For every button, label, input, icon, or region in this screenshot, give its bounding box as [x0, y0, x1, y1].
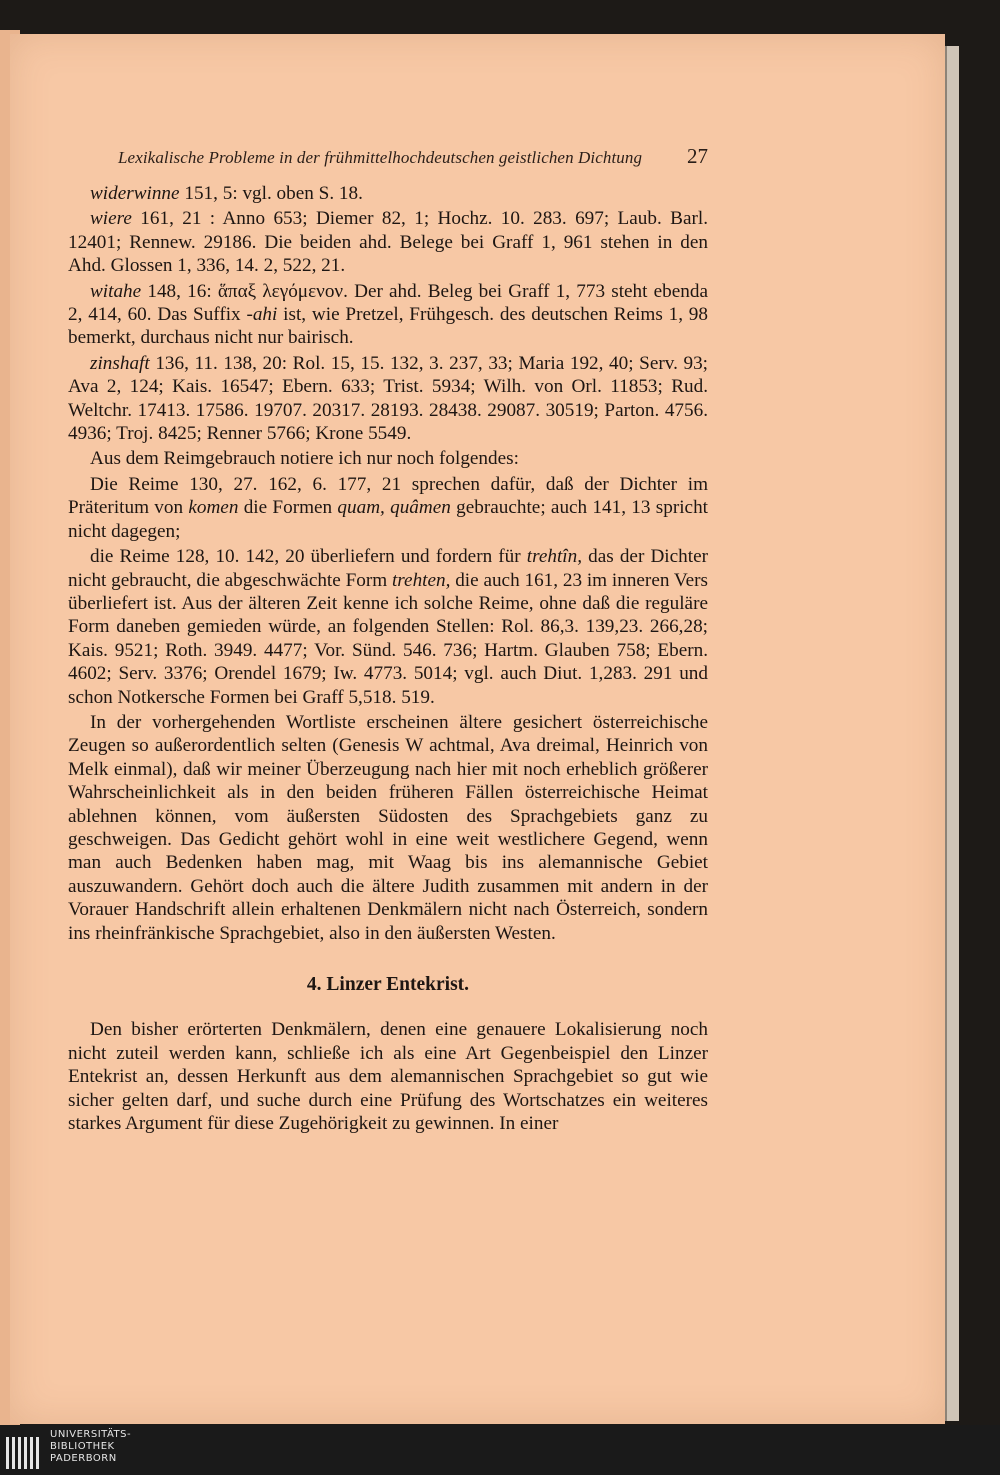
library-name-line: BIBLIOTHEK	[50, 1441, 115, 1452]
entry-headword: witahe	[90, 280, 142, 302]
library-name-line: PADERBORN	[50, 1453, 117, 1464]
running-head: Lexikalische Probleme in der frühmittelhochdeutschen geistlichen Dichtung	[118, 148, 643, 167]
paragraph-text: die Formen	[238, 497, 338, 519]
paragraph-text: die auch 161, 23 im inneren Vers überliefert ist. Aus der älteren Zeit kenne ich solche Reime, ohne daß die reguläre Form daneben gemieden würde, an folgenden Stellen: Rol. 86,3. 139,23. 266,28; Kais. 9521; Roth. 3949. 4477; Vor. Sünd. 546. 736; Hartm. Glauben 758; Ebern. 4602; Serv. 3376; Orendel 1679; Iw. 4773. 5014; vgl. auch Diut. 1,283. 291 und schon Notkersche Formen bei Graff 5,518. 519.	[68, 569, 708, 708]
paragraph-emphasis: trehtîn,	[526, 546, 583, 568]
entry-text: 151, 5: vgl. oben S. 18.	[179, 183, 363, 204]
page-header	[68, 144, 708, 174]
paragraph	[68, 473, 708, 543]
paragraph-text: Die Reime 130, 27. 162, 6. 177, 21 sprechen dafür, daß der Dichter im Präteritum von	[68, 473, 708, 519]
entry-witahe	[68, 280, 708, 350]
body-text	[68, 182, 708, 1135]
page-stack-edge	[945, 46, 959, 1421]
library-name	[50, 1429, 131, 1465]
paragraph: In der vorhergehenden Wortliste erscheinen ältere gesichert österreichische Zeugen so außerordentlich selten (Genesis W achtmal, Ava dreimal, Heinrich von Melk einmal), daß wir meiner Überzeugung nach hier mit noch erheblich größerer Wahrscheinlichkeit als in den beiden früheren Fällen österreichische Heimat ablehnen können, vom äußersten Südosten des Sprachgebiets ganz zu geschweigen. Das Gedicht gehört wohl in eine weit westlichere Gegend, wenn man auch Bedenken haben mag, mit Waag bis ins alemannische Gebiet auszuwandern. Gehört doch auch die ältere Judith zusammen mit andern in der Vorauer Handschrift allein erhaltenen Denkmälern nicht nach Österreich, sondern ins rheinfränkische Sprachgebiet, also in den äußersten Westen.	[68, 711, 708, 944]
entry-headword: zinshaft	[90, 352, 150, 374]
page-number: 27	[687, 144, 708, 168]
paragraph-emphasis: komen	[188, 497, 239, 519]
entry-text: ist, wie Pretzel, Frühgesch. des deutschen Reims 1, 98 bemerkt, durchaus nicht nur bairisch.	[68, 304, 708, 349]
library-logo-icon	[4, 1429, 44, 1471]
entry-text: 161, 21 : Anno 653; Diemer 82, 1; Hochz. 10. 283. 697; Laub. Barl. 12401; Rennew. 29186. Die beiden ahd. Belege bei Graff 1, 961 stehen in den Ahd. Glossen 1, 336, 14. 2, 522, 21.	[68, 208, 708, 277]
entry-headword: widerwinne	[90, 183, 180, 204]
paragraph-text: gebrauchte; auch 141, 13 spricht nicht dagegen;	[68, 497, 708, 542]
library-footer	[0, 1425, 1000, 1475]
paragraph-emphasis: quam, quâmen	[337, 497, 451, 519]
paragraph: Aus dem Reimgebrauch notiere ich nur noch folgendes:	[90, 448, 519, 470]
entry-widerwinne	[68, 182, 708, 205]
paragraph-text: das der Dichter nicht gebraucht, die abgeschwächte Form	[68, 546, 708, 591]
entry-headword: wiere	[90, 208, 132, 230]
section-paragraph: Den bisher erörterten Denkmälern, denen eine genauere Lokalisierung noch nicht zuteil werden kann, schließe ich als eine Art Gegenbeispiel den Linzer Entekrist an, dessen Herkunft aus dem alemannischen Sprachgebiet so gut wie sicher gelten darf, und suche durch eine Prüfung des Wortschatzes ein weiteres starkes Argument für diese Zugehörigkeit zu gewinnen. In einer	[68, 1019, 708, 1135]
entry-text: 148, 16: ἅπαξ λεγόμενον. Der ahd. Beleg bei Graff 1, 773 steht ebenda 2, 414, 60. Das Suffix	[68, 280, 708, 326]
entry-wiere	[68, 207, 708, 277]
entry-emphasis: -ahi	[246, 304, 278, 326]
section-heading: 4. Linzer Entekrist.	[306, 974, 470, 995]
paragraph-text: die Reime 128, 10. 142, 20 überliefern und fordern für	[90, 546, 527, 568]
library-name-line: UNIVERSITÄTS-	[50, 1429, 132, 1440]
entry-text: 136, 11. 138, 20: Rol. 15, 15. 132, 3. 237, 33; Maria 192, 40; Serv. 93; Ava 2, 124; Kais. 16547; Ebern. 633; Trist. 5934; Wilh. von Orl. 11853; Rud. Weltchr. 17413. 17586. 19707. 20317. 28193. 28438. 29087. 30519; Parton. 4756. 4936; Troj. 8425; Renner 5766; Krone 5549.	[68, 352, 708, 445]
paragraph	[68, 545, 708, 709]
entry-zinshaft	[68, 352, 708, 446]
paragraph-emphasis: trehten,	[391, 569, 451, 591]
